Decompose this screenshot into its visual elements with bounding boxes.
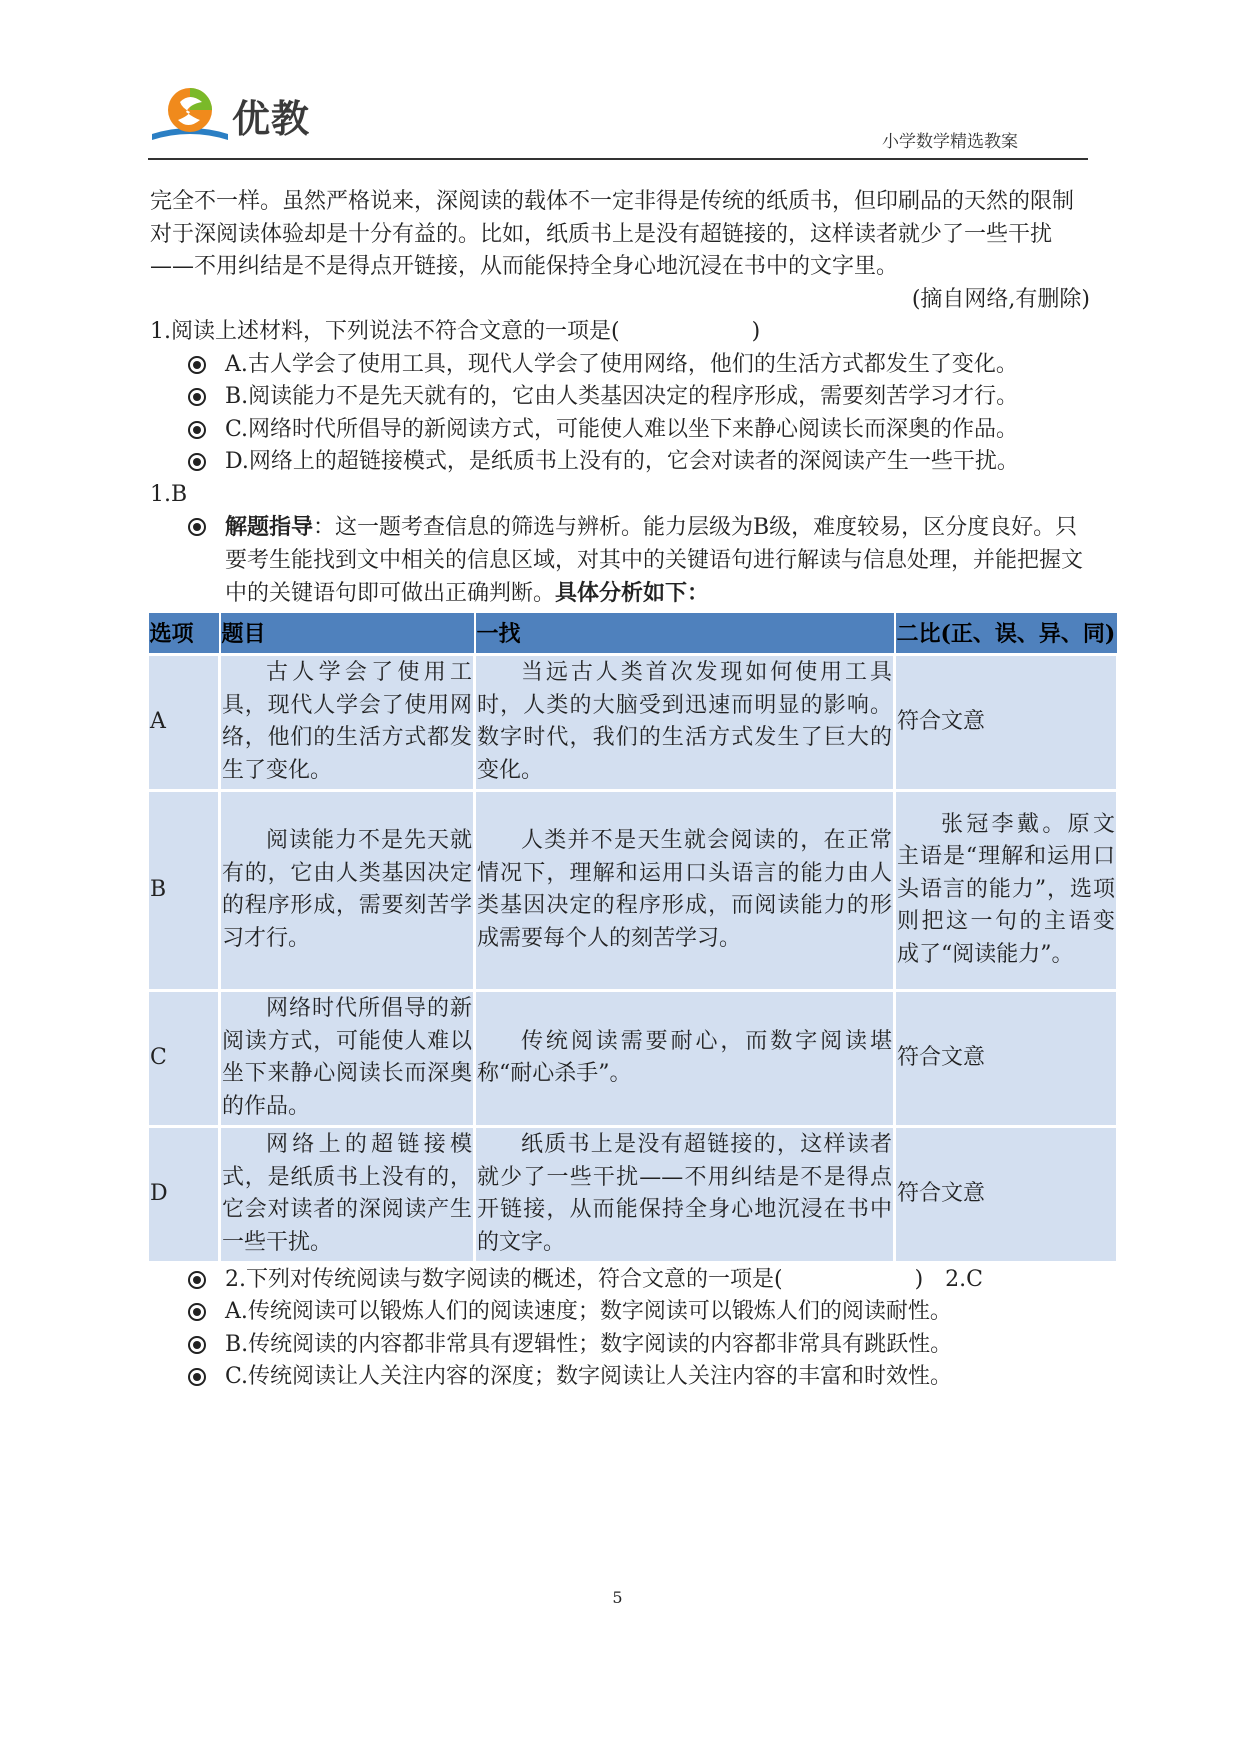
table-row	[148, 990, 1118, 1126]
cell-topic: 阅读能力不是先天就有的，它由人类基因决定的程序形成，需要刻苦学习才行。	[220, 790, 475, 990]
cell-topic: 古人学会了使用工具，现代人学会了使用网络，他们的生活方式都发生了变化。	[220, 654, 475, 790]
header-subtitle: 小学数学精选教案	[882, 132, 1018, 152]
analysis-table	[146, 611, 1119, 1264]
q1-guide: 解题指导：这一题考查信息的筛选与辨析。能力层级为B级，难度较易，区分度良好。只要考生能找到文中相关的信息区域，对其中的关键语句进行解读与信息处理，并能把握文中的关键语句即可做出正确判断。具体分析如下：	[150, 511, 1090, 611]
table-header-row	[148, 612, 1118, 655]
bullet-icon	[188, 1368, 206, 1386]
cell-option: D	[148, 1126, 220, 1262]
q1-option-a: A.古人学会了使用工具，现代人学会了使用网络，他们的生活方式都发生了变化。	[150, 349, 1090, 382]
cell-option: C	[148, 990, 220, 1126]
page-content	[149, 186, 1116, 1394]
cell-find: 传统阅读需要耐心，而数字阅读堪称“耐心杀手”。	[475, 990, 895, 1126]
logo-text: 优教	[232, 97, 311, 141]
page-header	[148, 80, 1088, 160]
q1-option-c: C.网络时代所倡导的新阅读方式，可能使人难以坐下来静心阅读长而深奥的作品。	[150, 414, 1090, 447]
cell-compare: 张冠李戴。原文主语是“理解和运用口头语言的能力”，选项则把这一句的主语变成了“阅读能力”。	[895, 790, 1118, 990]
question-1: 1.阅读上述材料，下列说法不符合文意的一项是( )	[150, 319, 761, 344]
bullet-icon	[188, 388, 206, 406]
header-option: 选项	[148, 612, 220, 655]
q2-option-c: C.传统阅读让人关注内容的深度；数字阅读让人关注内容的丰富和时效性。	[150, 1361, 1090, 1394]
q2-option-b: B.传统阅读的内容都非常具有逻辑性；数字阅读的内容都非常具有跳跃性。	[150, 1329, 1090, 1362]
cell-compare: 符合文意	[895, 654, 1118, 790]
q1-option-b: B.阅读能力不是先天就有的，它由人类基因决定的程序形成，需要刻苦学习才行。	[150, 381, 1090, 414]
source-note: (摘自网络,有删除)	[911, 286, 1090, 312]
header-compare: 二比(正、误、异、同)	[895, 612, 1118, 655]
intro-paragraph: 完全不一样。虽然严格说来，深阅读的载体不一定非得是传统的纸质书，但印刷品的天然的限制对于深阅读体验却是十分有益的。比如，纸质书上是没有超链接的，这样读者就少了一些干扰——不用纠结是不是得点开链接，从而能保持全身心地沉浸在书中的文字里。	[150, 189, 1075, 279]
header-find: 一找	[475, 612, 895, 655]
bullet-icon	[188, 421, 206, 439]
cell-compare: 符合文意	[895, 990, 1118, 1126]
table-row	[148, 654, 1118, 790]
bullet-icon	[188, 1303, 206, 1321]
table-row	[148, 790, 1118, 990]
cell-find: 纸质书上是没有超链接的，这样读者就少了一些干扰——不用纠结是不是得点开链接，从而能保持全身心地沉浸在书中的文字。	[475, 1126, 895, 1262]
cell-option: A	[148, 654, 220, 790]
header-topic: 题目	[220, 612, 475, 655]
bullet-icon	[188, 1336, 206, 1354]
bullet-icon	[188, 356, 206, 374]
q1-option-d: D.网络上的超链接模式，是纸质书上没有的，它会对读者的深阅读产生一些干扰。	[150, 446, 1090, 479]
bullet-icon	[188, 453, 206, 471]
cell-option: B	[148, 790, 220, 990]
bullet-icon	[188, 518, 206, 536]
q1-answer: 1.B	[150, 481, 188, 507]
page-number: 5	[612, 1588, 623, 1607]
table-row	[148, 1126, 1118, 1262]
bullet-icon	[188, 1271, 206, 1289]
cell-compare: 符合文意	[895, 1126, 1118, 1262]
cell-topic: 网络时代所倡导的新阅读方式，可能使人难以坐下来静心阅读长而深奥的作品。	[220, 990, 475, 1126]
q2-option-a: A.传统阅读可以锻炼人们的阅读速度；数字阅读可以锻炼人们的阅读耐性。	[150, 1296, 1090, 1329]
cell-find: 当远古人类首次发现如何使用工具时，人类的大脑受到迅速而明显的影响。数字时代，我们的生活方式发生了巨大的变化。	[475, 654, 895, 790]
question-2: 2.下列对传统阅读与数字阅读的概述，符合文意的一项是( ) 2.C	[150, 1264, 1090, 1297]
cell-find: 人类并不是天生就会阅读的，在正常情况下，理解和运用口头语言的能力由人类基因决定的程序形成，而阅读能力的形成需要每个人的刻苦学习。	[475, 790, 895, 990]
cell-topic: 网络上的超链接模式，是纸质书上没有的，它会对读者的深阅读产生一些干扰。	[220, 1126, 475, 1262]
